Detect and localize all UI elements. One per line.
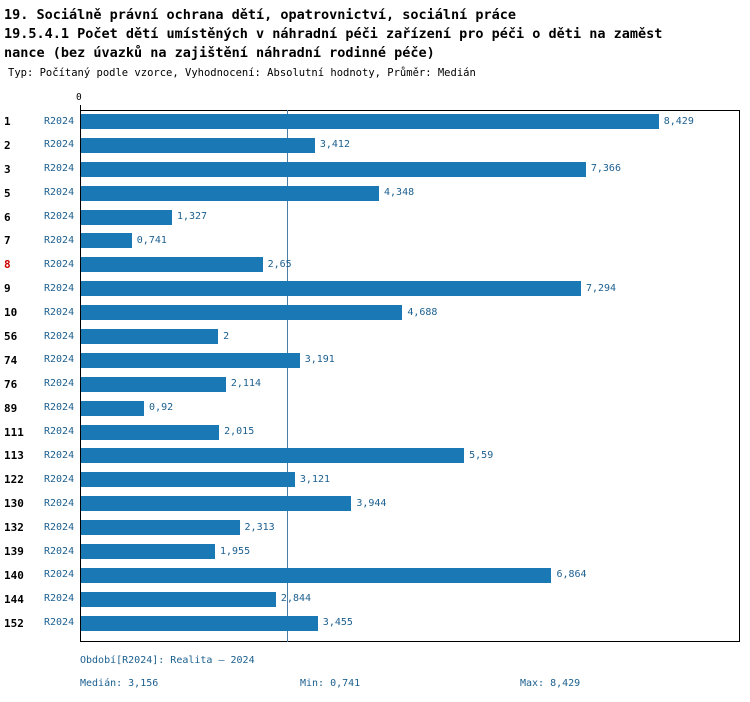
bar[interactable] [81,162,586,177]
bar-value-label: 3,455 [322,617,353,629]
bar[interactable] [81,233,132,248]
stat-max: Max: 8,429 [520,678,581,689]
row-period-label: R2024 [44,497,75,509]
row-category-label: 10 [4,306,18,320]
row-category-label: 2 [4,138,11,152]
row-period-label: R2024 [44,282,75,294]
bar[interactable] [81,138,315,153]
bar[interactable] [81,353,300,368]
table-row[interactable] [0,134,750,158]
row-period-label: R2024 [44,521,75,533]
row-category-label: 56 [4,330,18,344]
stat-min: Min: 0,741 [300,678,361,689]
row-period-label: R2024 [44,449,75,461]
row-period-label: R2024 [44,187,75,199]
chart-subtitle: Typ: Počítaný podle vzorce, Vyhodnocení: Absolutní hodnoty, Průměr: Medián [8,67,476,79]
row-category-label: 9 [4,282,11,296]
row-category-label: 139 [4,545,24,559]
table-row[interactable] [0,158,750,182]
bar-value-label: 2,313 [244,521,275,533]
row-period-label: R2024 [44,354,75,366]
bar[interactable] [81,210,172,225]
table-row[interactable] [0,110,750,134]
bar-value-label: 2,65 [267,258,292,270]
bar-value-label: 8,429 [663,115,694,127]
row-category-label: 8 [4,258,11,272]
row-period-label: R2024 [44,115,75,127]
row-period-label: R2024 [44,378,75,390]
row-category-label: 89 [4,401,18,415]
bar-value-label: 3,944 [356,497,387,509]
bar[interactable] [81,592,276,607]
chart-footer [0,652,750,702]
row-period-label: R2024 [44,617,75,629]
bar-value-label: 4,688 [407,306,438,318]
row-category-label: 132 [4,521,24,535]
x-axis-tick-label-0: 0 [76,92,82,103]
table-row[interactable] [0,492,750,516]
table-row[interactable] [0,229,750,253]
bar[interactable] [81,448,464,463]
bar-value-label: 1,327 [176,211,208,223]
page-title-line-3: nance (bez úvazků na zajištění náhradní rodinné péče) [4,45,435,61]
bar[interactable] [81,472,295,487]
row-period-label: R2024 [44,402,75,414]
row-period-label: R2024 [44,163,75,175]
row-category-label: 111 [4,425,24,439]
bar[interactable] [81,425,219,440]
title-block [0,0,750,80]
table-row[interactable] [0,612,750,636]
table-row[interactable] [0,373,750,397]
legend-period-note: Období[R2024]: Realita – 2024 [80,655,255,666]
row-category-label: 76 [4,377,18,391]
table-row[interactable] [0,277,750,301]
row-period-label: R2024 [44,234,75,246]
bar[interactable] [81,520,240,535]
bar-value-label: 7,366 [590,163,621,175]
row-period-label: R2024 [44,330,75,342]
bar[interactable] [81,257,263,272]
row-period-label: R2024 [44,139,75,151]
row-category-label: 144 [4,592,24,606]
table-row[interactable] [0,588,750,612]
bar[interactable] [81,186,379,201]
bar[interactable] [81,377,226,392]
row-period-label: R2024 [44,569,75,581]
table-row[interactable] [0,301,750,325]
bar-value-label: 0,92 [149,402,174,414]
bar-value-label: 1,955 [219,545,251,557]
row-category-label: 6 [4,210,11,224]
table-row[interactable] [0,516,750,540]
table-row[interactable] [0,540,750,564]
bar-value-label: 0,741 [136,234,167,246]
row-category-label: 3 [4,162,11,176]
row-period-label: R2024 [44,473,75,485]
bar-value-label: 2,844 [280,593,312,605]
table-row[interactable] [0,349,750,373]
chart-plot-area [0,92,750,652]
row-category-label: 113 [4,449,24,463]
bar-value-label: 2 [223,330,230,342]
table-row[interactable] [0,206,750,230]
bar[interactable] [81,329,218,344]
row-category-label: 130 [4,497,24,511]
row-category-label: 152 [4,616,24,630]
bar-value-label: 7,294 [585,282,617,294]
row-period-label: R2024 [44,593,75,605]
bar[interactable] [81,544,215,559]
bar-value-label: 3,121 [299,473,331,485]
bar-value-label: 3,191 [304,354,335,366]
page-title-line-1: 19. Sociálně právní ochrana dětí, opatrovnictví, sociální práce [4,7,517,23]
row-period-label: R2024 [44,258,75,270]
table-row[interactable] [0,325,750,349]
row-category-label: 1 [4,115,11,128]
bar-value-label: 2,114 [230,378,261,390]
bar-value-label: 6,864 [556,569,587,581]
bar-value-label: 2,015 [224,426,255,438]
bar[interactable] [81,496,351,511]
bar-value-label: 3,412 [319,139,350,151]
page-title-line-2: 19.5.4.1 Počet dětí umístěných v náhradní péči zařízení pro péči o děti na zaměst [4,26,663,42]
bar[interactable] [81,305,402,320]
table-row[interactable] [0,468,750,492]
stat-median: Medián: 3,156 [80,678,159,689]
table-row[interactable] [0,182,750,206]
bar[interactable] [81,401,144,416]
row-category-label: 5 [4,186,11,200]
table-row[interactable] [0,253,750,277]
table-row[interactable] [0,421,750,445]
table-row[interactable] [0,444,750,468]
row-category-label: 7 [4,234,11,248]
row-category-label: 140 [4,568,24,582]
table-row[interactable] [0,564,750,588]
row-period-label: R2024 [44,306,75,318]
bar[interactable] [81,114,659,129]
row-period-label: R2024 [44,211,75,223]
bar-value-label: 4,348 [384,187,415,199]
row-period-label: R2024 [44,426,75,438]
row-category-label: 74 [4,353,18,367]
bar[interactable] [81,616,318,631]
row-period-label: R2024 [44,545,75,557]
bar-value-label: 5,59 [469,449,494,461]
table-row[interactable] [0,397,750,421]
row-category-label: 122 [4,473,24,487]
bar[interactable] [81,281,581,296]
bar-rows [0,110,750,642]
bar[interactable] [81,568,551,583]
